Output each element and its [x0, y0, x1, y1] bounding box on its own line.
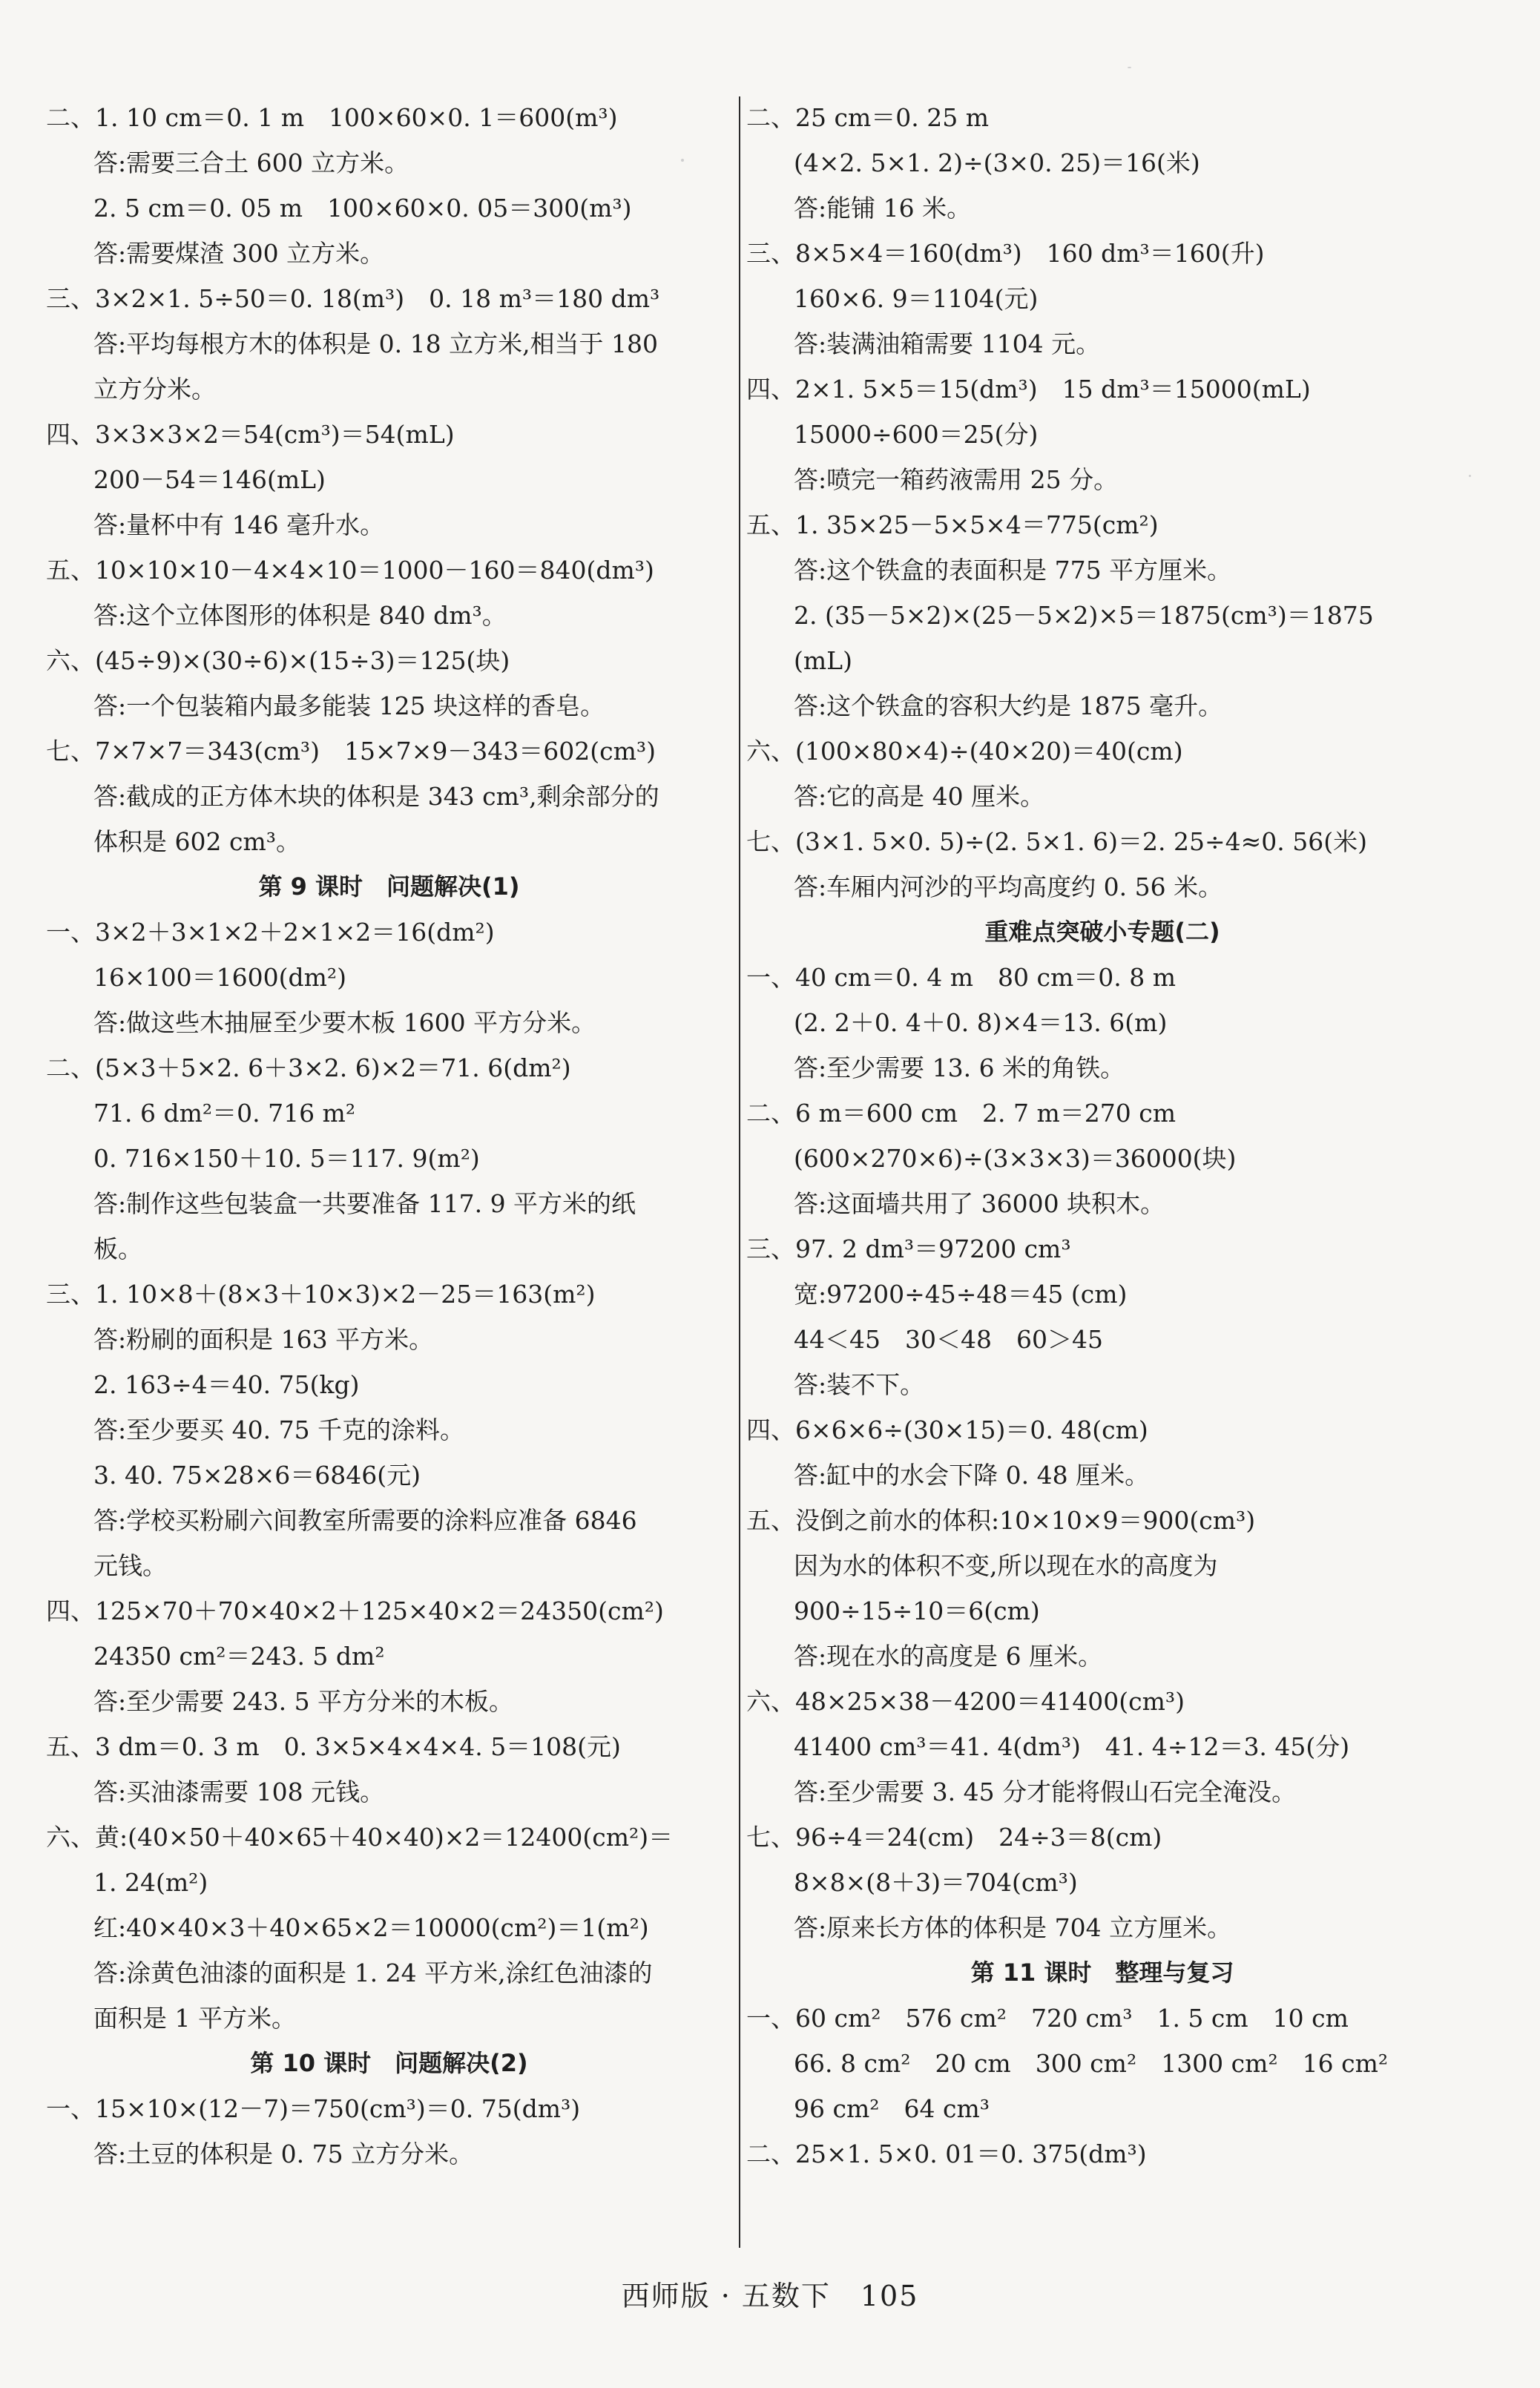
answer-line-indented: 答:至少需要 13. 6 米的角铁。: [794, 1053, 1125, 1082]
answer-line: 二、(5×3＋5×2. 6＋3×2. 6)×2＝71. 6(dm²): [46, 1053, 571, 1082]
answer-line: 七、7×7×7＝343(cm³) 15×7×9－343＝602(cm³): [46, 737, 657, 766]
answer-line-indented: 答:做这些木抽屉至少要木板 1600 平方分米。: [93, 1008, 596, 1037]
answer-line-indented: 答:车厢内河沙的平均高度约 0. 56 米。: [794, 872, 1223, 901]
answer-line: 二、25 cm＝0. 25 m: [746, 103, 990, 132]
answer-line-indented: 24350 cm²＝243. 5 dm²: [93, 1642, 385, 1671]
answer-line-indented: 3. 40. 75×28×6＝6846(元): [93, 1461, 421, 1490]
answer-line-indented: 答:至少需要 3. 45 分才能将假山石完全淹没。: [794, 1777, 1297, 1806]
answer-line-indented: 答:现在水的高度是 6 厘米。: [794, 1642, 1103, 1671]
answer-line-indented: 答:平均每根方木的体积是 0. 18 立方米,相当于 180: [93, 329, 659, 358]
section-heading: 重难点突破小专题(二): [984, 918, 1220, 946]
answer-line-indented: 答:它的高是 40 厘米。: [794, 782, 1045, 811]
answer-line-indented: 41400 cm³＝41. 4(dm³) 41. 4÷12＝3. 45(分): [794, 1732, 1350, 1761]
answer-line: 二、1. 10 cm＝0. 1 m 100×60×0. 1＝600(m³): [46, 103, 618, 132]
answer-line-indented: 71. 6 dm²＝0. 716 m²: [93, 1099, 356, 1128]
answer-line-indented: 8×8×(8＋3)＝704(cm³): [794, 1868, 1078, 1897]
answer-line-indented: 44＜45 30＜48 60＞45: [794, 1325, 1103, 1354]
answer-line-indented: 1. 24(m²): [93, 1868, 208, 1897]
answer-line-indented: (mL): [794, 646, 852, 675]
answer-line-indented: 160×6. 9＝1104(元): [794, 284, 1039, 313]
answer-line-indented: 答:至少要买 40. 75 千克的涂料。: [93, 1415, 465, 1444]
right-column: [746, 95, 1458, 2177]
answer-line-indented: 答:喷完一箱药液需用 25 分。: [794, 465, 1119, 494]
answer-line: 三、3×2×1. 5÷50＝0. 18(m³) 0. 18 m³＝180 dm³: [46, 284, 660, 313]
scan-speck: [1469, 475, 1471, 477]
answer-line: 四、6×6×6÷(30×15)＝0. 48(cm): [746, 1415, 1148, 1444]
answer-line-indented: 16×100＝1600(dm²): [93, 963, 347, 992]
answer-line: 四、2×1. 5×5＝15(dm³) 15 dm³＝15000(mL): [746, 375, 1311, 404]
answer-line-indented: 答:需要三合土 600 立方米。: [93, 148, 409, 177]
answer-line-indented: 元钱。: [93, 1551, 167, 1580]
answer-line: 三、1. 10×8＋(8×3＋10×3)×2－25＝163(m²): [46, 1280, 596, 1309]
answer-line-indented: 宽:97200÷45÷48＝45 (cm): [794, 1280, 1128, 1309]
left-column: [46, 95, 732, 2177]
answer-line-indented: (2. 2＋0. 4＋0. 8)×4＝13. 6(m): [794, 1008, 1168, 1037]
answer-line-indented: 答:这面墙共用了 36000 块积木。: [794, 1189, 1165, 1218]
answer-line: 六、黄:(40×50＋40×65＋40×40)×2＝12400(cm²)＝: [46, 1823, 674, 1852]
answer-line: 一、3×2＋3×1×2＋2×1×2＝16(dm²): [46, 918, 495, 947]
answer-line: 四、125×70＋70×40×2＋125×40×2＝24350(cm²): [46, 1596, 664, 1625]
answer-line-indented: 红:40×40×3＋40×65×2＝10000(cm²)＝1(m²): [93, 1913, 649, 1942]
answer-line: 六、48×25×38－4200＝41400(cm³): [746, 1687, 1185, 1716]
answer-line: 五、10×10×10－4×4×10＝1000－160＝840(dm³): [46, 556, 654, 585]
answer-line-indented: 答:土豆的体积是 0. 75 立方分米。: [93, 2139, 474, 2168]
answer-line-indented: 答:这个立体图形的体积是 840 dm³。: [93, 601, 507, 630]
answer-line: 五、1. 35×25－5×5×4＝775(cm²): [746, 510, 1159, 539]
section-heading: 第 11 课时 整理与复习: [970, 1958, 1234, 1987]
answer-line-indented: 0. 716×150＋10. 5＝117. 9(m²): [93, 1144, 480, 1173]
page-footer: 西师版 · 五数下 105: [621, 2280, 919, 2312]
answer-line: 一、15×10×(12－7)＝750(cm³)＝0. 75(dm³): [46, 2094, 581, 2123]
answer-line-indented: 答:缸中的水会下降 0. 48 厘米。: [794, 1461, 1150, 1490]
answer-line-indented: 板。: [93, 1234, 142, 1263]
answer-line-indented: 因为水的体积不变,所以现在水的高度为: [794, 1551, 1218, 1580]
answer-line-indented: 答:需要煤渣 300 立方米。: [93, 239, 385, 268]
answer-line-indented: (600×270×6)÷(3×3×3)＝36000(块): [794, 1144, 1237, 1173]
answer-line-indented: 答:学校买粉刷六间教室所需要的涂料应准备 6846: [93, 1506, 637, 1535]
answer-line-indented: 答:制作这些包装盒一共要准备 117. 9 平方米的纸: [93, 1189, 636, 1218]
answer-line-indented: 答:粉刷的面积是 163 平方米。: [93, 1325, 434, 1354]
answer-line-indented: 答:量杯中有 146 毫升水。: [93, 510, 385, 539]
answer-line-indented: 答:这个铁盒的表面积是 775 平方厘米。: [794, 556, 1232, 585]
answer-line-indented: 答:买油漆需要 108 元钱。: [93, 1777, 385, 1806]
answer-line-indented: 答:至少需要 243. 5 平方分米的木板。: [93, 1687, 514, 1716]
answer-line: 二、25×1. 5×0. 01＝0. 375(dm³): [746, 2139, 1147, 2168]
answer-line: 六、(100×80×4)÷(40×20)＝40(cm): [746, 737, 1183, 766]
scan-speck: [1128, 67, 1131, 68]
section-heading: 第 10 课时 问题解决(2): [250, 2049, 528, 2077]
answer-line-indented: 900÷15÷10＝6(cm): [794, 1596, 1040, 1625]
answer-line: 一、40 cm＝0. 4 m 80 cm＝0. 8 m: [746, 963, 1177, 992]
column-divider: [739, 96, 740, 2248]
answer-line: 五、3 dm＝0. 3 m 0. 3×5×4×4×4. 5＝108(元): [46, 1732, 621, 1761]
answer-line: 二、6 m＝600 cm 2. 7 m＝270 cm: [746, 1099, 1177, 1128]
answer-line-indented: 答:原来长方体的体积是 704 立方厘米。: [794, 1913, 1232, 1942]
answer-line-indented: 体积是 602 cm³。: [93, 827, 300, 856]
answer-line: 七、96÷4＝24(cm) 24÷3＝8(cm): [746, 1823, 1162, 1852]
answer-line-indented: (4×2. 5×1. 2)÷(3×0. 25)＝16(米): [794, 148, 1200, 177]
answer-line-indented: 面积是 1 平方米。: [93, 2004, 296, 2033]
answer-line: 七、(3×1. 5×0. 5)÷(2. 5×1. 6)＝2. 25÷4≈0. 56(米): [746, 827, 1367, 856]
answer-line-indented: 答:这个铁盒的容积大约是 1875 毫升。: [794, 691, 1223, 720]
answer-line-indented: 立方分米。: [93, 375, 216, 404]
answer-line-indented: 答:装满油箱需要 1104 元。: [794, 329, 1101, 358]
answer-line-indented: 2. 163÷4＝40. 75(kg): [93, 1370, 360, 1399]
answer-line: 一、60 cm² 576 cm² 720 cm³ 1. 5 cm 10 cm: [746, 2004, 1349, 2033]
answer-line-indented: 答:涂黄色油漆的面积是 1. 24 平方米,涂红色油漆的: [93, 1958, 653, 1987]
answer-line: 六、(45÷9)×(30÷6)×(15÷3)＝125(块): [46, 646, 510, 675]
answer-line: 三、97. 2 dm³＝97200 cm³: [746, 1234, 1071, 1263]
answer-line-indented: 答:截成的正方体木块的体积是 343 cm³,剩余部分的: [93, 782, 659, 811]
answer-line: 四、3×3×3×2＝54(cm³)＝54(mL): [46, 420, 455, 449]
answer-line-indented: 66. 8 cm² 20 cm 300 cm² 1300 cm² 16 cm²: [794, 2049, 1389, 2078]
answer-line-indented: 2. 5 cm＝0. 05 m 100×60×0. 05＝300(m³): [93, 194, 632, 223]
answer-line-indented: 200－54＝146(mL): [93, 465, 326, 494]
answer-line: 五、没倒之前水的体积:10×10×9＝900(cm³): [746, 1506, 1256, 1535]
answer-line-indented: 2. (35－5×2)×(25－5×2)×5＝1875(cm³)＝1875: [794, 601, 1374, 630]
scan-speck: [681, 159, 684, 162]
answer-line: 三、8×5×4＝160(dm³) 160 dm³＝160(升): [746, 239, 1265, 268]
section-heading: 第 9 课时 问题解决(1): [258, 872, 520, 901]
answer-line-indented: 答:一个包装箱内最多能装 125 块这样的香皂。: [93, 691, 605, 720]
answer-line-indented: 答:能铺 16 米。: [794, 194, 972, 223]
answer-line-indented: 答:装不下。: [794, 1370, 925, 1399]
answer-line-indented: 96 cm² 64 cm³: [794, 2094, 990, 2123]
answer-line-indented: 15000÷600＝25(分): [794, 420, 1039, 449]
